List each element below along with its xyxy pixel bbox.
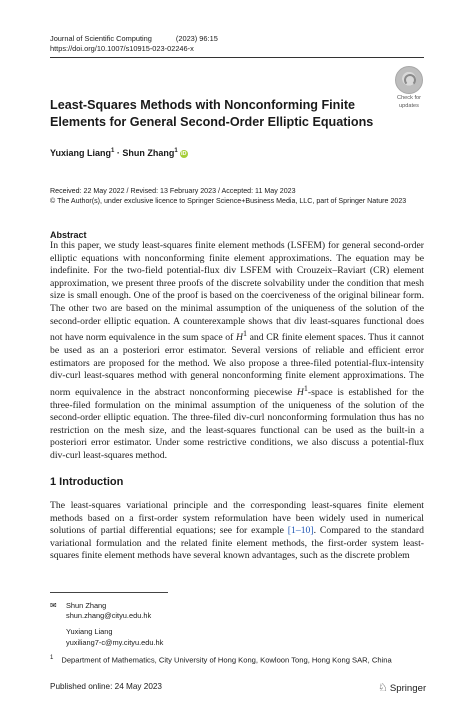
author-affiliation-mark: 1 [111, 148, 115, 154]
badge-label-2: updates [399, 102, 419, 109]
check-for-updates-badge[interactable] [393, 66, 425, 109]
intro-text: . Compared to the standard variational formulation and the related finite element methods, the first-order system least-squares finite element methods have several known advantages, such as the discrete problem [50, 525, 424, 562]
article-history [50, 186, 430, 206]
abstract-text: In this paper, we study least-squares finite element methods (LSFEM) for general second-order elliptic equations with nonconforming finite element approximations. The equation may be indefinite. For the two-field potential-flux div LSFEM with Crouzeix–Raviart (CR) element approximation, we present three proofs of the discrete solvability under the condition that mesh size is small enough. One of the proof is based on the coerciveness of the original bilinear form. The other two are based on the minimal assumption of the uniqueness of the solution of the second-order elliptic equation. A counterexample shows that div least-squares functional does not have norm equivalence in the sum space of [50, 240, 424, 344]
abstract-text: -space is established for the three-filed formulation on the minimal assumption of the uniqueness of the solution of the second-order elliptic equation. The three-filed div-curl nonconforming formulation thus has no restriction on the mesh size, and the least-squares functional can be used as the built-in a posteriori error estimator. Under some restrictive conditions, we also discuss a potential-flux div-curl least-squares method. [50, 387, 424, 461]
affiliation-number: 1 [50, 655, 54, 661]
math-symbol: H [296, 387, 304, 398]
article-title: Least-Squares Methods with Nonconforming Finite Elements for General Second-Order Elliptic Equations [50, 98, 374, 129]
intro-paragraph [50, 500, 424, 563]
citation-link[interactable]: [1–10] [287, 525, 314, 537]
contact-email[interactable]: shun.zhang@cityu.edu.hk [66, 611, 152, 621]
intro-text: The least-squares variational principle and the corresponding least-squares finite element methods based on a first-order system reformulation have been widely used in numerical solutions of partial differential equations; see for example [50, 500, 424, 537]
abstract-body [50, 240, 424, 463]
published-date: Published online: 24 May 2023 [50, 682, 162, 691]
doi-link[interactable]: https://doi.org/10.1007/s10915-023-02246-x [50, 44, 194, 53]
affiliation-text: Department of Mathematics, City University of Hong Kong, Kowloon Tong, Hong Kong SAR, China [61, 655, 392, 665]
springer-horse-icon: ♘ [378, 682, 388, 694]
journal-name: Journal of Scientific Computing [50, 34, 152, 43]
author-name: Shun Zhang [122, 148, 175, 158]
contact-block [50, 601, 163, 648]
header-rule [50, 57, 424, 58]
abstract-heading: Abstract [50, 230, 87, 240]
math-superscript: 1 [303, 383, 308, 393]
author-separator: · [114, 148, 123, 158]
history-dates: Received: 22 May 2022 / Revised: 13 February 2023 / Accepted: 11 May 2023 [50, 187, 296, 195]
footnote-rule [50, 592, 168, 593]
envelope-icon: ✉ [50, 601, 57, 610]
author-affiliation-mark: 1 [174, 148, 178, 154]
author-name: Yuxiang Liang [50, 148, 112, 158]
contact-name: Yuxiang Liang [66, 627, 113, 637]
copyright-line: © The Author(s), under exclusive licence to Springer Science+Business Media, LLC, part of Springer Nature 2023 [50, 197, 407, 205]
journal-volume: (2023) 96:15 [175, 34, 218, 43]
journal-header [50, 34, 218, 54]
publisher-name: Springer [389, 683, 427, 694]
section-heading: 1 Introduction [50, 476, 124, 488]
math-symbol: H [235, 332, 243, 344]
affiliation-footnote [50, 655, 392, 665]
publisher-logo[interactable] [378, 681, 426, 694]
check-for-updates-icon [395, 66, 423, 94]
orcid-icon[interactable]: iD [180, 151, 187, 157]
badge-label-1: Check for [397, 95, 421, 101]
abstract-text: and CR finite element spaces. Thus it cannot be used as an a posteriori error estimator. Several versions of reliable and efficient error estimators are proposed for the method. We also propose a three-filed potential-flux-intensity div-curl least-squares method with general nonconforming finite element approximations. The norm equivalence in the abstract nonconforming piecewise [50, 332, 424, 398]
contact-email[interactable]: yuxiliang7-c@my.cityu.edu.hk [66, 637, 164, 647]
author-list [50, 148, 188, 158]
math-superscript: 1 [242, 329, 247, 339]
contact-name: Shun Zhang [66, 601, 107, 610]
